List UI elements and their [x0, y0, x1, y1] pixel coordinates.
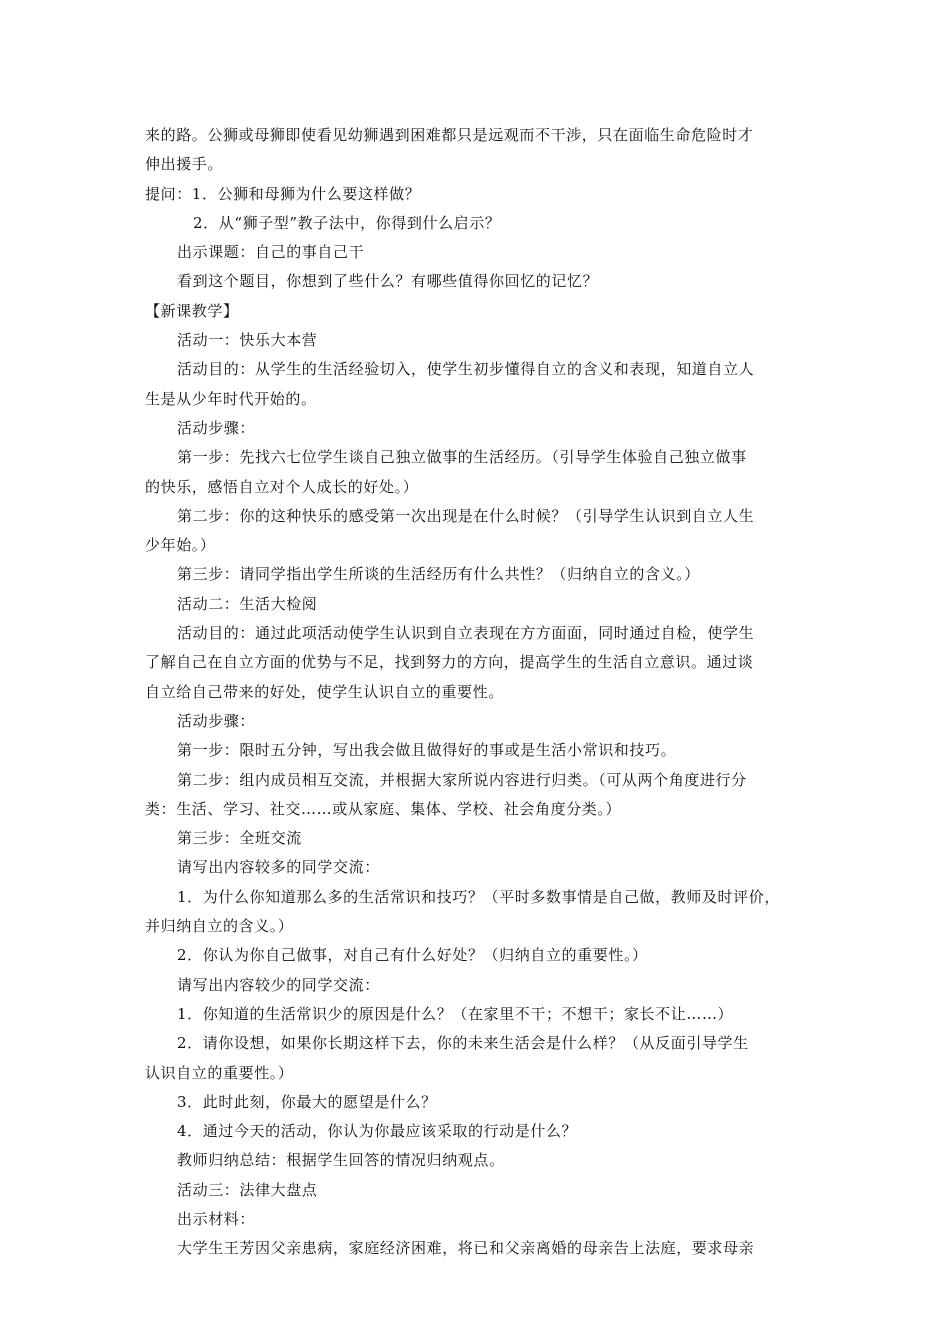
document-page: [145, 121, 817, 1264]
document-body: [145, 121, 817, 1264]
step-line: 第一步：先找六七位学生谈自己独立做事的生活经历。（引导学生体验自己独立做事: [177, 448, 747, 467]
text-line: 请写出内容较少的同学交流：: [177, 975, 380, 994]
text-line: 自立给自己带来的好处，使学生认识自立的重要性。: [145, 682, 504, 701]
text-line: 来的路。公狮或母狮即使看见幼狮遇到困难都只是远观而不干涉，只在面临生命危险时才: [145, 126, 754, 144]
text-line: 并归纳自立的含义。）: [145, 917, 294, 936]
text-line: 活动目的：通过此项活动使学生认识到自立表现在方方面面，同时通过自检，使学生: [177, 624, 755, 643]
text-line: 活动目的：从学生的生活经验切入，使学生初步懂得自立的含义和表现，知道自立人: [177, 360, 755, 379]
question-line: 1．为什么你知道那么多的生活常识和技巧？（平时多数事情是自己做，教师及时评价，: [177, 887, 780, 906]
text-line: 少年始。）: [145, 536, 216, 555]
text-line: 生是从少年时代开始的。: [145, 389, 317, 408]
step-line: 第三步：全班交流: [177, 829, 302, 848]
step-line: 第三步：请同学指出学生所谈的生活经历有什么共性？（归纳自立的含义。）: [177, 565, 700, 584]
text-line: 伸出援手。: [145, 155, 224, 174]
text-line: 出示材料：: [177, 1209, 256, 1228]
text-line: 请写出内容较多的同学交流：: [177, 858, 380, 877]
text-line: 类：生活、学习、社交……或从家庭、集体、学校、社会角度分类。）: [145, 799, 622, 818]
question-line: 2．请你设想，如果你长期这样下去，你的未来生活会是什么样？（从反面引导学生: [177, 1034, 749, 1053]
step-line: 第二步：组内成员相互交流，并根据大家所说内容进行归类。（可从两个角度进行分: [177, 770, 747, 789]
question-line: 提问：1．公狮和母狮为什么要这样做？: [145, 184, 421, 203]
question-line: 4．通过今天的活动，你认为你最应该采取的行动是什么？: [177, 1122, 578, 1141]
text-line: 看到这个题目，你想到了些什么？有哪些值得你回忆的记忆？: [177, 272, 599, 291]
text-line: 认识自立的重要性。）: [145, 1063, 294, 1082]
question-line: 1．你知道的生活常识少的原因是什么？（在家里不干；不想干；家长不让……）: [177, 1004, 734, 1023]
question-line: 3．此时此刻，你最大的愿望是什么？: [177, 1092, 437, 1111]
text-line: 大学生王芳因父亲患病，家庭经济困难，将已和父亲离婚的母亲告上法庭，要求母亲: [177, 1239, 755, 1258]
question-line: 2．你认为你自己做事，对自己有什么好处？（归纳自立的重要性。）: [177, 946, 648, 965]
question-line: 2．从“狮子型”教子法中，你得到什么启示？: [193, 213, 501, 232]
section-heading: 【新课教学】: [145, 301, 239, 320]
text-line: 活动步骤：: [177, 711, 256, 730]
activity-title: 活动二：生活大检阅: [177, 594, 318, 613]
text-line: 的快乐，感悟自立对个人成长的好处。）: [145, 477, 419, 496]
lesson-title-line: 出示课题：自己的事自己干: [177, 243, 365, 262]
step-line: 第二步：你的这种快乐的感受第一次出现是在什么时候？（引导学生认识到自立人生: [177, 506, 755, 525]
step-line: 第一步：限时五分钟，写出我会做且做得好的事或是生活小常识和技巧。: [177, 741, 677, 760]
text-line: 教师归纳总结：根据学生回答的情况归纳观点。: [177, 1151, 505, 1170]
text-line: 了解自己在自立方面的优势与不足，找到努力的方向，提高学生的生活自立意识。通过谈: [145, 653, 754, 672]
text-line: 活动步骤：: [177, 418, 256, 437]
activity-title: 活动三：法律大盘点: [177, 1180, 318, 1199]
activity-title: 活动一：快乐大本营: [177, 331, 318, 350]
